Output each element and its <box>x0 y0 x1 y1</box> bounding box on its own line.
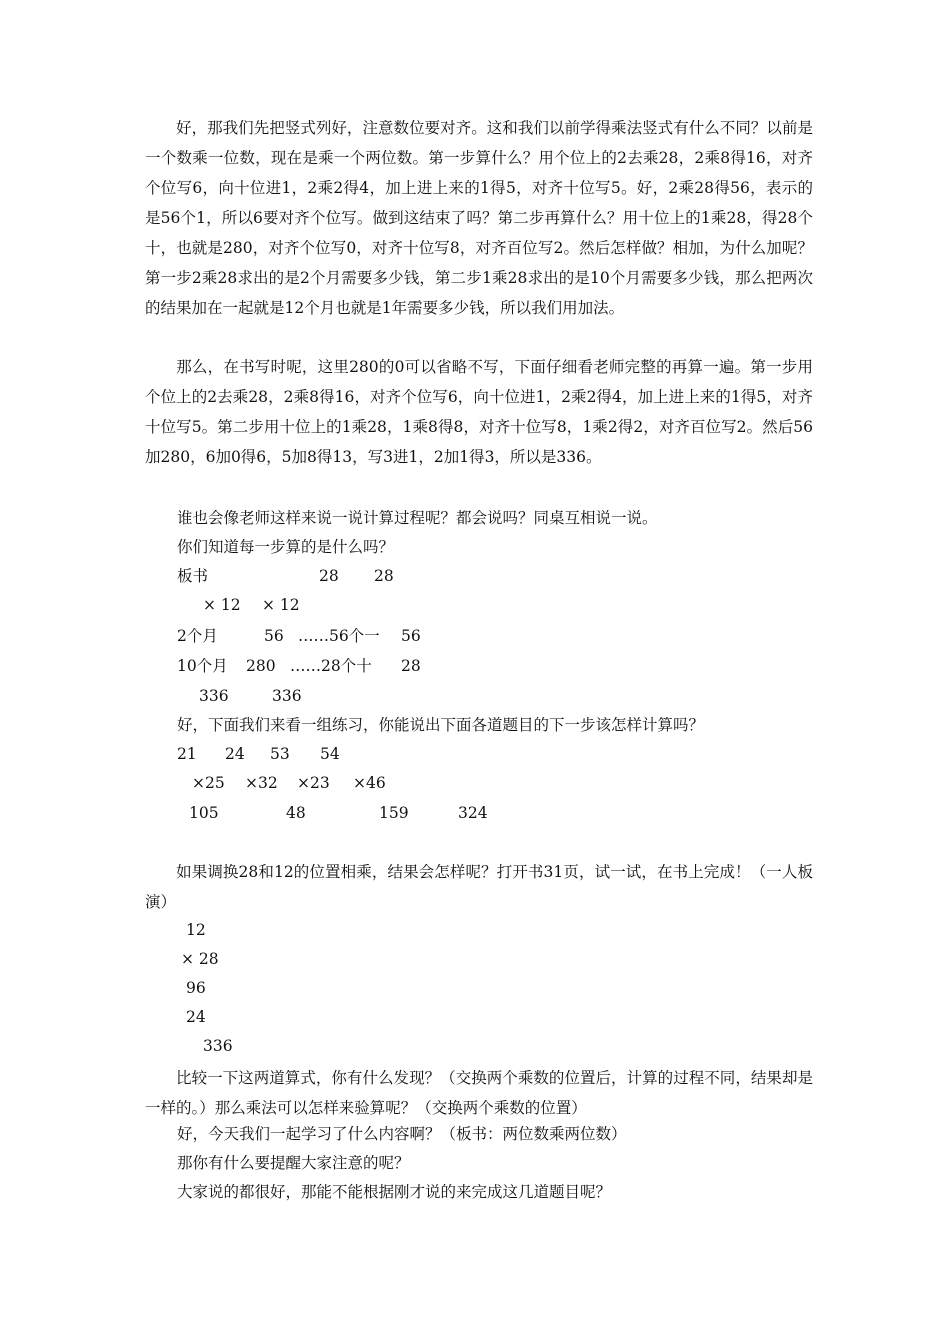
exercise-partial: 48 <box>286 804 306 822</box>
board-label: 板书 <box>177 567 209 585</box>
board-row1-note: ……56个一 <box>298 627 380 645</box>
line-exercise-intro: 好，下面我们来看一组练习，你能说出下面各道题目的下一步该怎样计算吗？ <box>177 716 705 734</box>
paragraph-compare <box>145 1063 813 1123</box>
board-multiplier-a: × 12 <box>203 596 241 614</box>
paragraph-text: 如果调换28和12的位置相乘，结果会怎样呢？打开书31页，试一试，在书上完成！（一人板演） <box>145 863 813 911</box>
swap-partial-2: 24 <box>186 1008 206 1026</box>
board-row1-label: 2个月 <box>177 627 218 645</box>
board-row1-value: 56 <box>264 627 284 645</box>
exercise-multiplier: ×25 <box>192 774 225 792</box>
exercise-top: 21 <box>177 745 197 763</box>
exercise-top: 53 <box>270 745 290 763</box>
board-row2-value: 280 <box>246 657 276 675</box>
paragraph-explanation <box>145 113 813 323</box>
swap-top: 12 <box>186 921 206 939</box>
board-row1-right: 56 <box>401 627 421 645</box>
exercise-top: 24 <box>225 745 245 763</box>
paragraph-text: 那么，在书写时呢，这里280的0可以省略不写，下面仔细看老师完整的再算一遍。第一步用个位上的2去乘28，2乘8得16，对齐个位写6，向十位进1，2乘2得4，加上进上来的1得5，对齐十位写5。第二步用十位上的1乘28，1乘8得8，对齐十位写8，1乘2得2，对齐百位写2。然后56加280，6加0得6，5加8得13，写3进1，2加1得3，所以是336。 <box>145 358 813 466</box>
line-summary: 好，今天我们一起学习了什么内容啊？（板书：两位数乘两位数） <box>177 1125 627 1143</box>
swap-result: 336 <box>203 1037 233 1055</box>
exercise-multiplier: ×23 <box>297 774 330 792</box>
paragraph-swap-question <box>145 857 813 917</box>
paragraph-text: 比较一下这两道算式，你有什么发现？（交换两个乘数的位置后，计算的过程不同，结果却是一样的。）那么乘法可以怎样来验算呢？（交换两个乘数的位置） <box>145 1069 813 1117</box>
board-row2-note: ……28个十 <box>290 657 372 675</box>
paragraph-rewrite <box>145 352 813 472</box>
board-sum-a: 336 <box>199 687 229 705</box>
board-top-a: 28 <box>319 567 339 585</box>
board-row2-label: 10个月 <box>177 657 228 675</box>
paragraph-text: 好，那我们先把竖式列好，注意数位要对齐。这和我们以前学得乘法竖式有什么不同？以前是一个数乘一位数，现在是乘一个两位数。第一步算什么？用个位上的2去乘28，2乘8得16，对齐个位写6，向十位进1，2乘2得4，加上进上来的1得5，对齐十位写5。好，2乘28得56，表示的是56个1，所以6要对齐个位写。做到这结束了吗？第二步再算什么？用十位上的1乘28，得28个十，也就是280，对齐个位写0，对齐十位写8，对齐百位写2。然后怎样做？相加，为什么加呢？第一步2乘28求出的是2个月需要多少钱，第二步1乘28求出的是10个月需要多少钱，那么把两次的结果加在一起就是12个月也就是1年需要多少钱，所以我们用加法。 <box>145 119 813 317</box>
board-multiplier-b: × 12 <box>262 596 300 614</box>
exercise-multiplier: ×32 <box>245 774 278 792</box>
exercise-partial: 105 <box>189 804 219 822</box>
board-top-b: 28 <box>374 567 394 585</box>
swap-partial-1: 96 <box>186 979 206 997</box>
line-what-each-step: 你们知道每一步算的是什么吗？ <box>177 538 395 556</box>
line-who-can-say: 谁也会像老师这样来说一说计算过程呢？都会说吗？同桌互相说一说。 <box>177 509 658 527</box>
board-sum-b: 336 <box>272 687 302 705</box>
exercise-top: 54 <box>320 745 340 763</box>
exercise-partial: 159 <box>379 804 409 822</box>
line-remind: 那你有什么要提醒大家注意的呢？ <box>177 1154 410 1172</box>
board-row2-right: 28 <box>401 657 421 675</box>
swap-multiplier: × 28 <box>181 950 219 968</box>
exercise-partial: 324 <box>458 804 488 822</box>
exercise-multiplier: ×46 <box>353 774 386 792</box>
line-closing: 大家说的都很好，那能不能根据刚才说的来完成这几道题目呢？ <box>177 1183 612 1201</box>
